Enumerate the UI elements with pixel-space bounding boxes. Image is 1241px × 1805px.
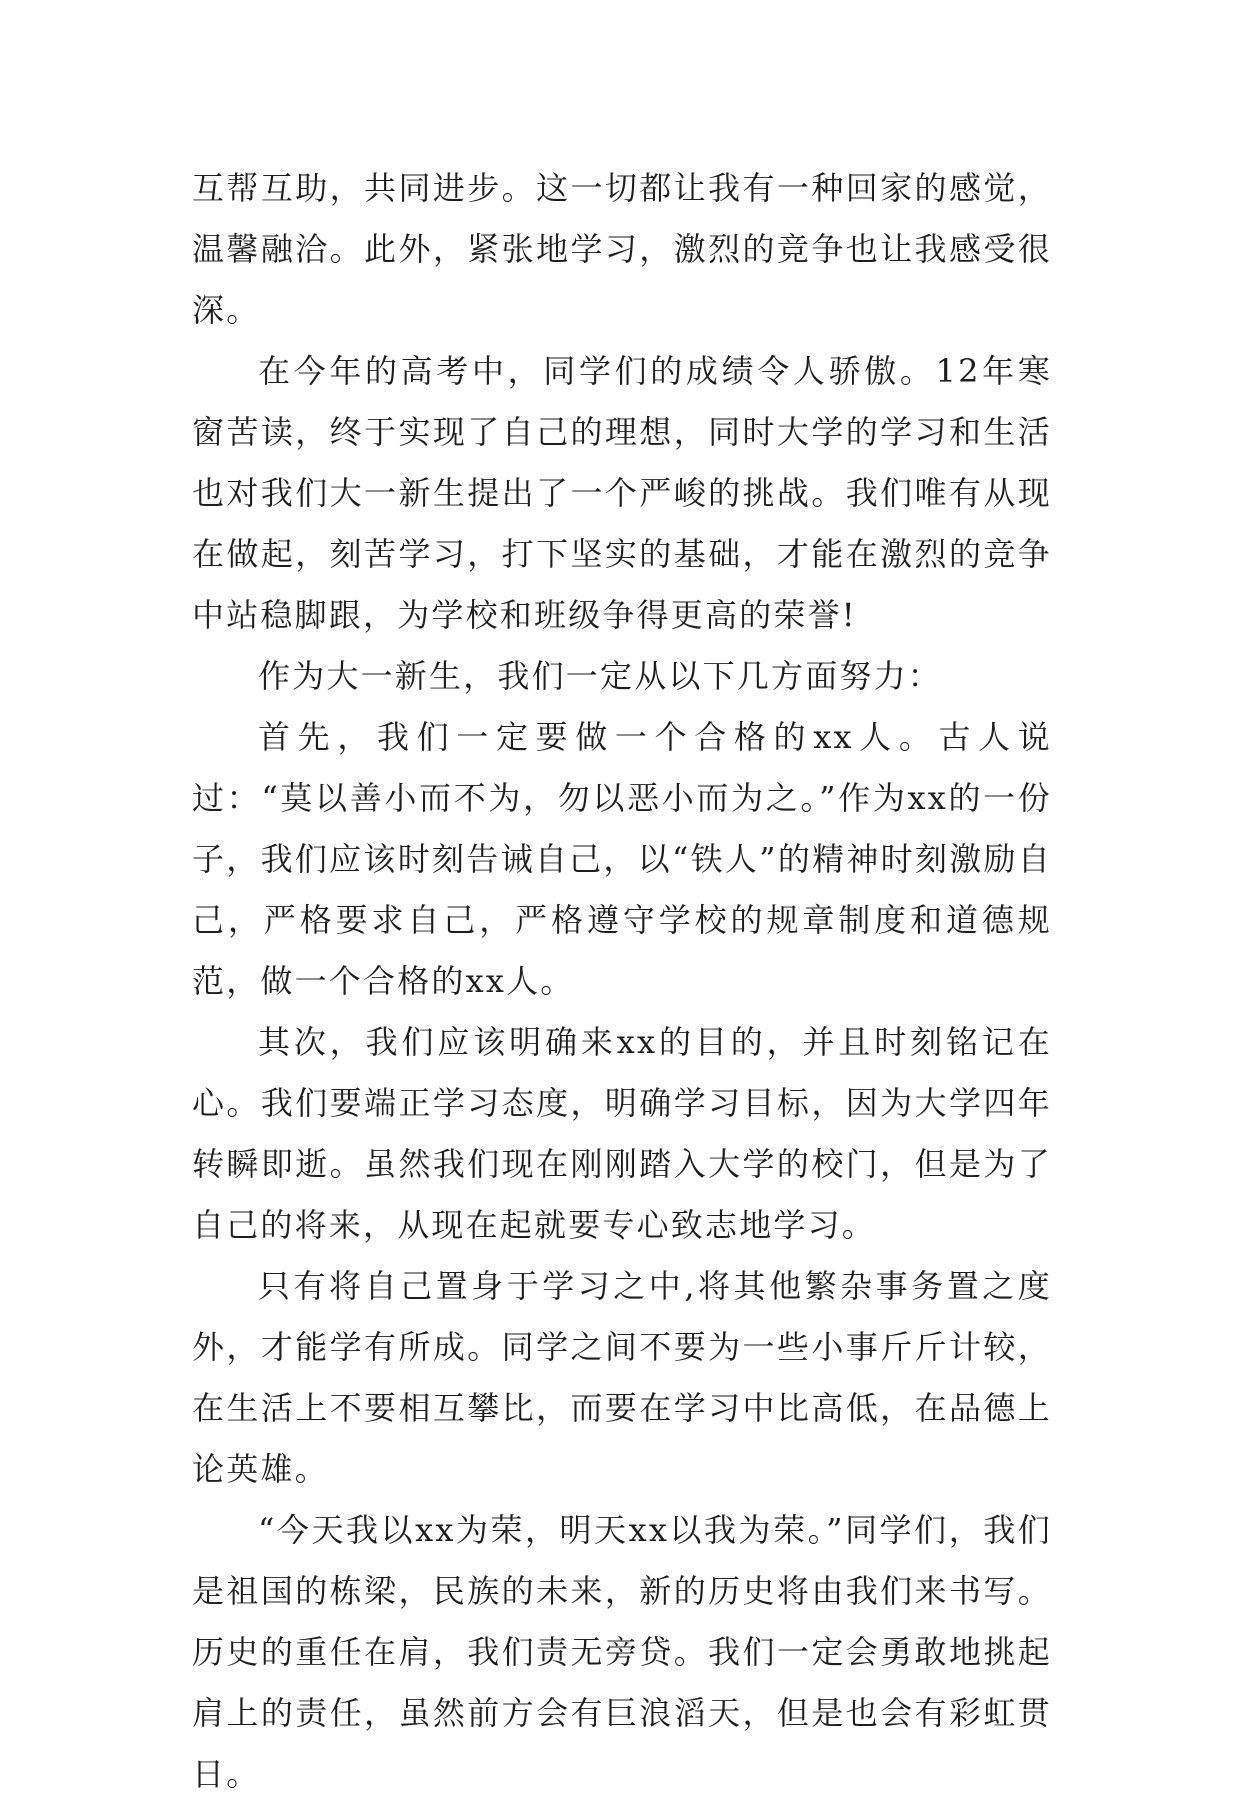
paragraph: 在今年的高考中，同学们的成绩令人骄傲。12年寒窗苦读，终于实现了自己的理想，同时大学的学习和生活也对我们大一新生提出了一个严峻的挑战。我们唯有从现在做起，刻苦学习，打下坚实的基础，才能在激烈的竞争中站稳脚跟，为学校和班级争得更高的荣誉! — [192, 352, 1052, 634]
document-body — [192, 158, 1052, 1805]
paragraph: “今天我以xx为荣，明天xx以我为荣。”同学们，我们是祖国的栋梁，民族的未来，新的历史将由我们来书写。历史的重任在肩，我们责无旁贷。我们一定会勇敢地挑起肩上的责任，虽然前方会有巨浪滔天，但是也会有彩虹贯日。 — [192, 1511, 1052, 1793]
paragraph: 首先，我们一定要做一个合格的xx人。古人说过：“莫以善小而不为，勿以恶小而为之。”作为xx的一份子，我们应该时刻告诫自己，以“铁人”的精神时刻激励自己，严格要求自己，严格遵守学校的规章制度和道德规范，做一个合格的xx人。 — [192, 718, 1052, 1000]
paragraph: 作为大一新生，我们一定从以下几方面努力： — [258, 657, 943, 695]
paragraph: 互帮互助，共同进步。这一切都让我有一种回家的感觉，温馨融洽。此外，紧张地学习，激烈的竞争也让我感受很深。 — [192, 169, 1052, 329]
paragraph: 其次，我们应该明确来xx的目的，并且时刻铭记在心。我们要端正学习态度，明确学习目标，因为大学四年转瞬即逝。虽然我们现在刚刚踏入大学的校门，但是为了自己的将来，从现在起就要专心致志地学习。 — [192, 1023, 1052, 1244]
paragraph: 只有将自己置身于学习之中,将其他繁杂事务置之度外，才能学有所成。同学之间不要为一些小事斤斤计较，在生活上不要相互攀比，而要在学习中比高低，在品德上论英雄。 — [192, 1267, 1052, 1488]
